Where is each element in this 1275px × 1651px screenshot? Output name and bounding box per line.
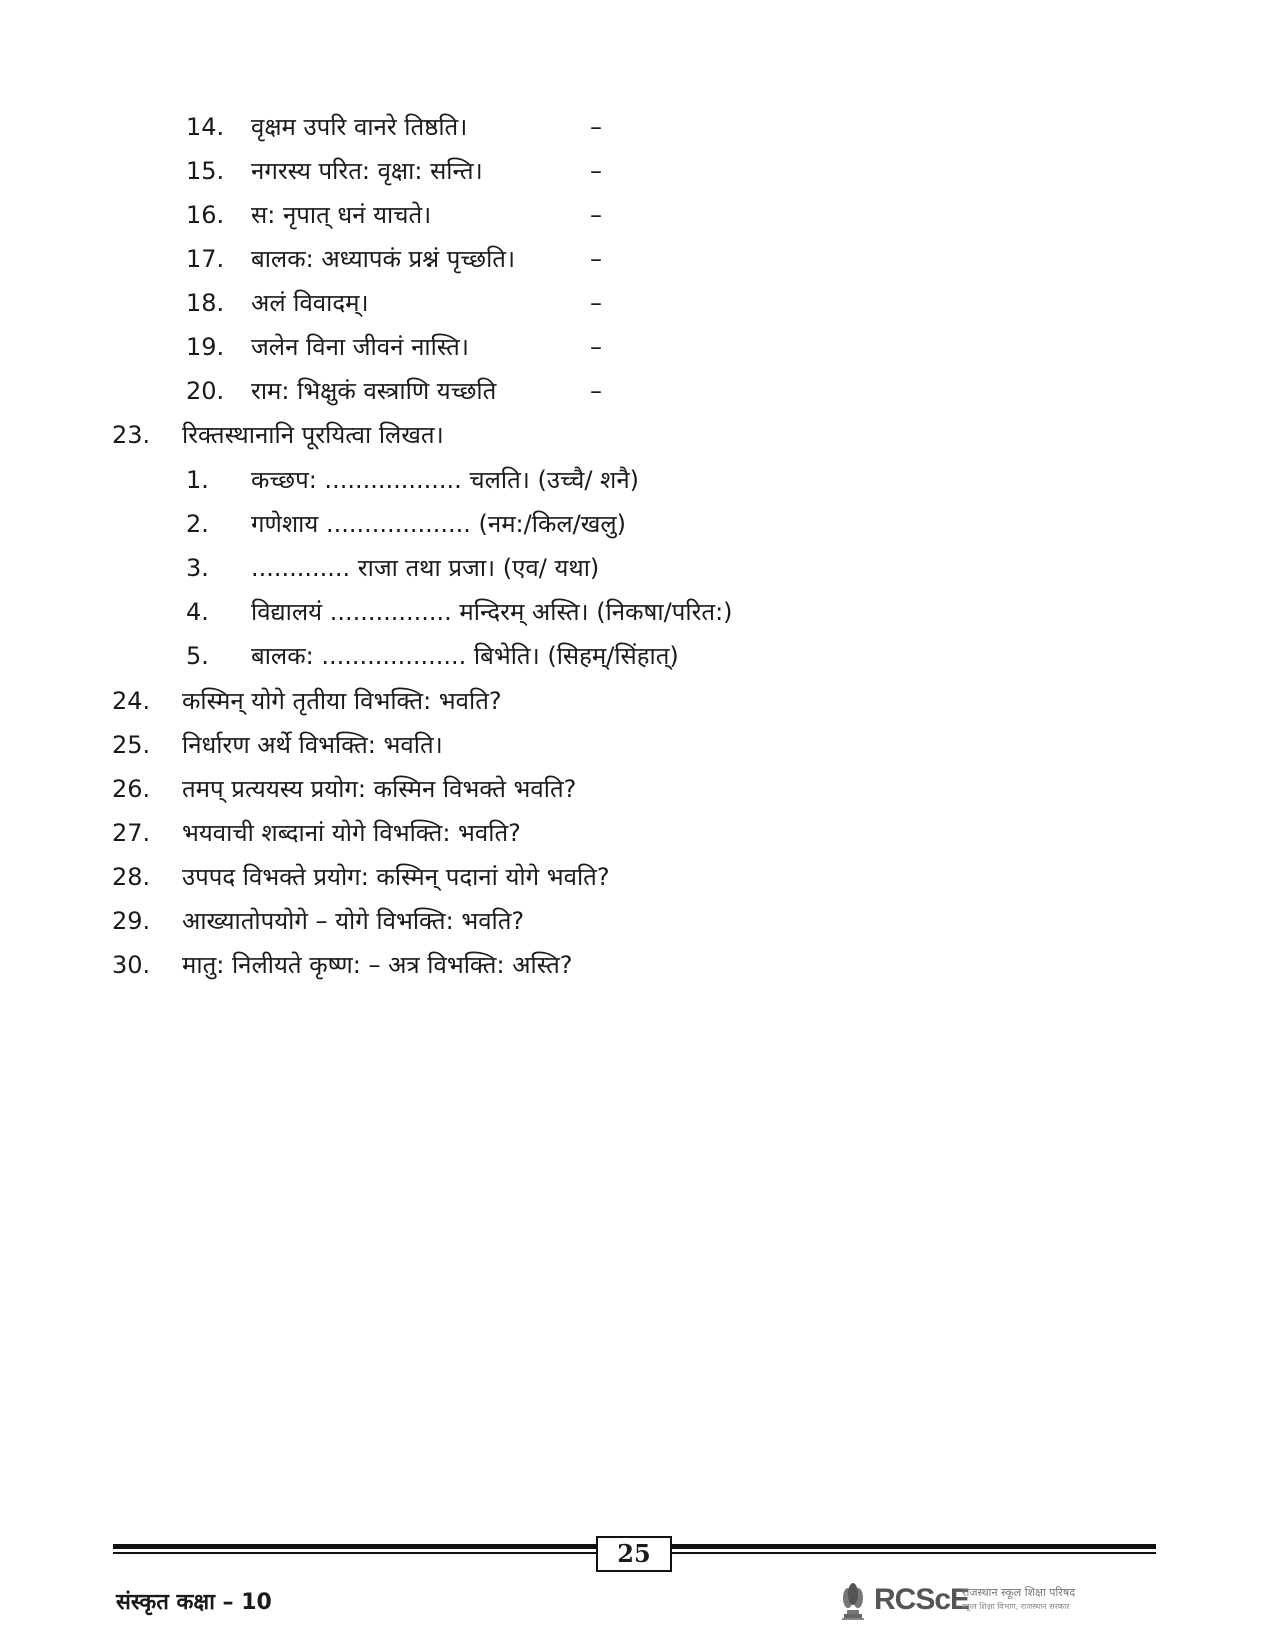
question-number: 23. <box>112 421 151 449</box>
question-text: उपपद विभक्ते प्रयोग: कस्मिन् पदानां योगे भवति? <box>182 863 610 891</box>
footer-rule-thin-left <box>113 1552 598 1554</box>
item-number: 16. <box>186 201 225 229</box>
footer-rule-thin-right <box>670 1552 1156 1554</box>
logo-tagline: स्कूल शिक्षा विभाग, राजस्थान सरकार <box>962 1602 1070 1611</box>
question-text: रिक्तस्थानानि पूरयित्वा लिखत। <box>182 421 444 449</box>
item-number: 3. <box>186 554 209 582</box>
answer-dash: – <box>590 245 602 273</box>
item-text: ............. राजा तथा प्रजा। (एव/ यथा) <box>251 554 600 582</box>
answer-dash: – <box>590 201 602 229</box>
answer-dash: – <box>590 333 602 361</box>
footer-rule-thick-right <box>670 1544 1156 1549</box>
item-text: बालक: अध्यापकं प्रश्नं पृच्छति। <box>251 245 516 273</box>
question-text: तमप् प्रत्ययस्य प्रयोग: कस्मिन विभक्ते भवति? <box>182 775 577 803</box>
answer-dash: – <box>590 377 602 405</box>
item-text: नगरस्य परित: वृक्षा: सन्ति। <box>251 157 483 185</box>
item-text: विद्यालयं ................ मन्दिरम् अस्ति। (निकषा/परित:) <box>251 598 733 626</box>
question-text: आख्यातोपयोगे – योगे विभक्ति: भवति? <box>182 907 525 935</box>
answer-dash: – <box>590 157 602 185</box>
question-text: भयवाची शब्दानां योगे विभक्ति: भवति? <box>182 819 521 847</box>
national-emblem-icon <box>838 1580 868 1622</box>
question-text: कस्मिन् योगे तृतीया विभक्ति: भवति? <box>182 687 502 715</box>
item-number: 14. <box>186 113 225 141</box>
item-text: वृक्षम उपरि वानरे तिष्ठति। <box>251 113 468 141</box>
item-number: 5. <box>186 642 209 670</box>
answer-dash: – <box>590 289 602 317</box>
question-number: 29. <box>112 907 151 935</box>
item-number: 19. <box>186 333 225 361</box>
question-number: 30. <box>112 951 151 979</box>
question-text: मातु: निलीयते कृष्ण: – अत्र विभक्ति: अस्ति? <box>182 951 573 979</box>
item-text: अलं विवादम्। <box>251 289 369 317</box>
item-number: 2. <box>186 510 209 538</box>
book-title: संस्कृत कक्षा – 10 <box>116 1590 272 1615</box>
question-number: 25. <box>112 731 151 759</box>
logo-subtitle: राजस्थान स्कूल शिक्षा परिषद <box>962 1586 1076 1599</box>
item-number: 15. <box>186 157 225 185</box>
item-number: 4. <box>186 598 209 626</box>
item-number: 20. <box>186 377 225 405</box>
logo-wordmark: RCScE <box>874 1583 970 1616</box>
question-number: 27. <box>112 819 151 847</box>
item-number: 18. <box>186 289 225 317</box>
footer-rule-thick-left <box>113 1544 598 1549</box>
item-text: कच्छप: .................. चलति। (उच्चै/ शनै) <box>251 466 640 494</box>
item-text: बालक: ................... बिभेति। (सिहम्/सिंहात्) <box>251 642 679 670</box>
item-text: जलेन विना जीवनं नास्ति। <box>251 333 469 361</box>
item-number: 1. <box>186 466 209 494</box>
answer-dash: – <box>590 113 602 141</box>
rcsce-logo <box>838 1578 1118 1626</box>
page-number: 25 <box>596 1536 672 1572</box>
item-text: स: नृपात् धनं याचते। <box>251 201 432 229</box>
item-number: 17. <box>186 245 225 273</box>
question-text: निर्धारण अर्थे विभक्ति: भवति। <box>182 731 443 759</box>
item-text: गणेशाय ................... (नम:/किल/खलु) <box>251 510 627 538</box>
item-text: राम: भिक्षुकं वस्त्राणि यच्छति <box>251 377 497 405</box>
question-number: 26. <box>112 775 151 803</box>
question-number: 28. <box>112 863 151 891</box>
question-number: 24. <box>112 687 151 715</box>
